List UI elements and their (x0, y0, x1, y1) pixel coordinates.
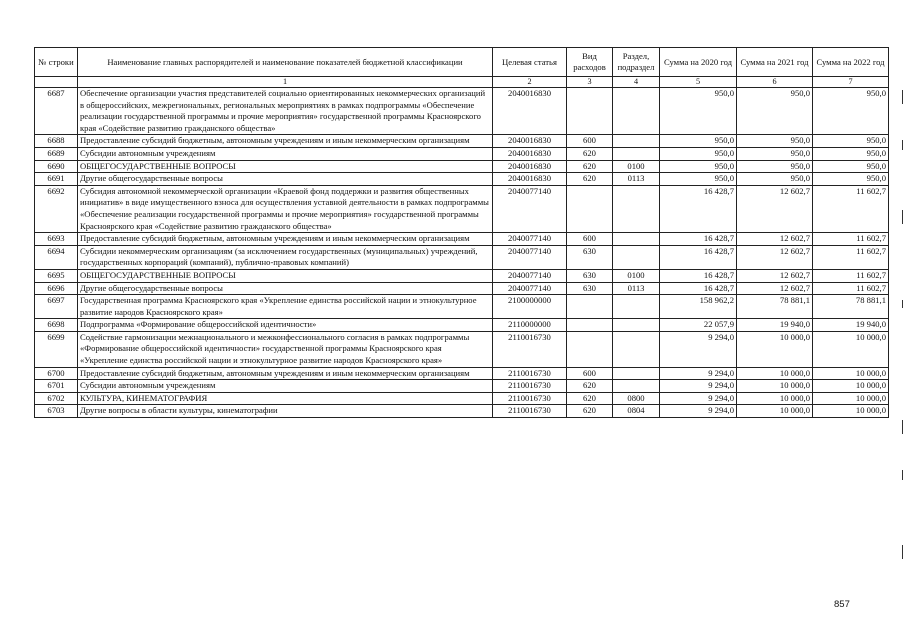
row-section-code (613, 147, 660, 160)
table-row (35, 331, 889, 367)
row-section-code (613, 380, 660, 393)
row-target-code: 2040077140 (493, 245, 567, 269)
row-expense-type: 600 (567, 233, 613, 246)
table-row (35, 295, 889, 319)
table-row (35, 380, 889, 393)
row-number: 6691 (35, 173, 78, 186)
row-section-code (613, 185, 660, 232)
row-number: 6695 (35, 269, 78, 282)
row-sum-2022: 950,0 (813, 135, 889, 148)
row-expense-type: 620 (567, 380, 613, 393)
row-target-code: 2110016730 (493, 367, 567, 380)
row-sum-2021: 950,0 (737, 160, 813, 173)
row-expense-type: 620 (567, 160, 613, 173)
row-number: 6699 (35, 331, 78, 367)
row-target-code: 2040016830 (493, 147, 567, 160)
row-sum-2022: 950,0 (813, 88, 889, 135)
row-name: Субсидия автономной некоммерческой организации «Краевой фонд поддержки и развития общественных инициатив» в виде имущественного взноса для осуществления уставной деятельности в рамках подпрограммы «Обеспечение реализации государственной программы и прочие мероприятия» государственной программы Красноярского края «Содействие развитию гражданского общества» (78, 185, 493, 232)
page-edge-mark (902, 140, 903, 150)
table-row (35, 245, 889, 269)
row-target-code: 2110016730 (493, 405, 567, 418)
table-row (35, 147, 889, 160)
row-sum-2022: 10 000,0 (813, 392, 889, 405)
row-expense-type: 620 (567, 405, 613, 418)
row-sum-2022: 19 940,0 (813, 319, 889, 332)
row-name: Предоставление субсидий бюджетным, автономным учреждениям и иным некоммерческим организациям (78, 367, 493, 380)
page-edge-mark (902, 300, 903, 308)
row-target-code: 2110000000 (493, 319, 567, 332)
column-number: 4 (613, 77, 660, 88)
table-row (35, 282, 889, 295)
row-sum-2020: 9 294,0 (660, 392, 737, 405)
row-sum-2021: 12 602,7 (737, 282, 813, 295)
row-number: 6689 (35, 147, 78, 160)
column-number: 7 (813, 77, 889, 88)
row-name: Предоставление субсидий бюджетным, автономным учреждениям и иным некоммерческим организациям (78, 233, 493, 246)
row-sum-2021: 12 602,7 (737, 269, 813, 282)
row-sum-2021: 10 000,0 (737, 380, 813, 393)
row-target-code: 2110016730 (493, 392, 567, 405)
row-section-code: 0800 (613, 392, 660, 405)
row-name: ОБЩЕГОСУДАРСТВЕННЫЕ ВОПРОСЫ (78, 269, 493, 282)
row-sum-2020: 950,0 (660, 147, 737, 160)
row-section-code: 0100 (613, 160, 660, 173)
page-edge-mark (902, 90, 903, 104)
row-sum-2020: 950,0 (660, 160, 737, 173)
row-expense-type: 630 (567, 282, 613, 295)
column-number: 3 (567, 77, 613, 88)
row-sum-2021: 19 940,0 (737, 319, 813, 332)
header-row-no: № строки (35, 48, 78, 77)
row-name: Подпрограмма «Формирование общероссийской идентичности» (78, 319, 493, 332)
row-expense-type: 620 (567, 173, 613, 186)
row-sum-2022: 950,0 (813, 160, 889, 173)
row-sum-2022: 11 602,7 (813, 245, 889, 269)
row-sum-2022: 10 000,0 (813, 380, 889, 393)
row-number: 6688 (35, 135, 78, 148)
row-name: Субсидии автономным учреждениям (78, 147, 493, 160)
row-name: Субсидии некоммерческим организациям (за исключением государственных (муниципальных) учреждений, государственных корпораций (компаний), публично-правовых компаний) (78, 245, 493, 269)
row-sum-2021: 10 000,0 (737, 331, 813, 367)
row-number: 6701 (35, 380, 78, 393)
row-sum-2020: 9 294,0 (660, 331, 737, 367)
row-expense-type: 630 (567, 245, 613, 269)
row-expense-type: 630 (567, 269, 613, 282)
row-sum-2021: 10 000,0 (737, 405, 813, 418)
row-sum-2021: 12 602,7 (737, 185, 813, 232)
row-section-code: 0100 (613, 269, 660, 282)
table-row (35, 160, 889, 173)
table-row (35, 319, 889, 332)
row-target-code: 2040016830 (493, 135, 567, 148)
row-target-code: 2040077140 (493, 269, 567, 282)
row-sum-2022: 11 602,7 (813, 269, 889, 282)
row-sum-2022: 10 000,0 (813, 367, 889, 380)
column-number: 5 (660, 77, 737, 88)
column-number-blank (35, 77, 78, 88)
row-number: 6696 (35, 282, 78, 295)
row-sum-2020: 158 962,2 (660, 295, 737, 319)
page-edge-mark (902, 470, 903, 480)
row-number: 6687 (35, 88, 78, 135)
row-target-code: 2040077140 (493, 185, 567, 232)
row-sum-2020: 16 428,7 (660, 185, 737, 232)
row-section-code: 0113 (613, 282, 660, 295)
row-sum-2022: 78 881,1 (813, 295, 889, 319)
row-sum-2020: 16 428,7 (660, 245, 737, 269)
table-row (35, 233, 889, 246)
table-row (35, 392, 889, 405)
header-sum-2022: Сумма на 2022 год (813, 48, 889, 77)
row-sum-2022: 11 602,7 (813, 282, 889, 295)
row-target-code: 2040077140 (493, 282, 567, 295)
row-target-code: 2040016830 (493, 88, 567, 135)
table-row (35, 135, 889, 148)
row-name: КУЛЬТУРА, КИНЕМАТОГРАФИЯ (78, 392, 493, 405)
row-number: 6690 (35, 160, 78, 173)
row-sum-2022: 950,0 (813, 147, 889, 160)
table-row (35, 367, 889, 380)
header-sum-2020: Сумма на 2020 год (660, 48, 737, 77)
row-sum-2020: 950,0 (660, 88, 737, 135)
column-number: 2 (493, 77, 567, 88)
row-section-code (613, 135, 660, 148)
budget-table (34, 47, 889, 418)
table-row (35, 269, 889, 282)
page-edge-mark (902, 420, 903, 434)
row-sum-2020: 9 294,0 (660, 380, 737, 393)
row-section-code (613, 331, 660, 367)
page-edge-mark (902, 545, 903, 559)
row-sum-2022: 950,0 (813, 173, 889, 186)
table-body (35, 88, 889, 418)
row-sum-2020: 9 294,0 (660, 405, 737, 418)
row-name: Предоставление субсидий бюджетным, автономным учреждениям и иным некоммерческим организациям (78, 135, 493, 148)
row-number: 6694 (35, 245, 78, 269)
page-number: 857 (834, 599, 850, 610)
row-target-code: 2100000000 (493, 295, 567, 319)
row-name: Государственная программа Красноярского края «Укрепление единства российской нации и этнокультурное развитие народов Красноярского края» (78, 295, 493, 319)
row-expense-type (567, 185, 613, 232)
row-name: ОБЩЕГОСУДАРСТВЕННЫЕ ВОПРОСЫ (78, 160, 493, 173)
row-expense-type: 620 (567, 392, 613, 405)
row-sum-2021: 10 000,0 (737, 392, 813, 405)
row-section-code: 0113 (613, 173, 660, 186)
table-row (35, 88, 889, 135)
row-sum-2021: 950,0 (737, 173, 813, 186)
row-sum-2021: 950,0 (737, 135, 813, 148)
header-target: Целевая статья (493, 48, 567, 77)
column-number-row (35, 77, 889, 88)
header-row (35, 48, 889, 77)
row-sum-2022: 10 000,0 (813, 405, 889, 418)
row-number: 6702 (35, 392, 78, 405)
row-expense-type: 600 (567, 367, 613, 380)
row-sum-2022: 10 000,0 (813, 331, 889, 367)
table-row (35, 173, 889, 186)
row-sum-2022: 11 602,7 (813, 233, 889, 246)
row-section-code (613, 295, 660, 319)
row-expense-type (567, 295, 613, 319)
header-name: Наименование главных распорядителей и наименование показателей бюджетной классификации (78, 48, 493, 77)
row-number: 6700 (35, 367, 78, 380)
row-target-code: 2040016830 (493, 160, 567, 173)
row-sum-2020: 16 428,7 (660, 233, 737, 246)
row-expense-type: 620 (567, 147, 613, 160)
header-section: Раздел, подраздел (613, 48, 660, 77)
row-number: 6697 (35, 295, 78, 319)
row-target-code: 2110016730 (493, 331, 567, 367)
row-expense-type: 600 (567, 135, 613, 148)
row-name: Субсидии автономным учреждениям (78, 380, 493, 393)
row-section-code: 0804 (613, 405, 660, 418)
row-sum-2021: 950,0 (737, 88, 813, 135)
row-sum-2020: 950,0 (660, 173, 737, 186)
row-sum-2021: 12 602,7 (737, 245, 813, 269)
table-row (35, 185, 889, 232)
row-name: Другие вопросы в области культуры, кинематографии (78, 405, 493, 418)
row-section-code (613, 88, 660, 135)
row-name: Обеспечение организации участия представителей социально ориентированных некоммерческих организаций в общероссийских, межрегиональных, региональных мероприятиях в рамках подпрограммы «Обеспечение реализации государственной программы и прочие мероприятия» государственной программы Красноярского края «Содействие развитию гражданского общества» (78, 88, 493, 135)
row-sum-2020: 16 428,7 (660, 269, 737, 282)
row-section-code (613, 233, 660, 246)
column-number: 6 (737, 77, 813, 88)
row-section-code (613, 367, 660, 380)
row-expense-type (567, 88, 613, 135)
row-name: Другие общегосударственные вопросы (78, 173, 493, 186)
row-sum-2022: 11 602,7 (813, 185, 889, 232)
row-number: 6698 (35, 319, 78, 332)
row-number: 6692 (35, 185, 78, 232)
row-sum-2020: 16 428,7 (660, 282, 737, 295)
row-sum-2020: 22 057,9 (660, 319, 737, 332)
budget-table-container (34, 47, 889, 418)
row-number: 6703 (35, 405, 78, 418)
row-section-code (613, 319, 660, 332)
row-target-code: 2110016730 (493, 380, 567, 393)
header-expense-type: Вид расходов (567, 48, 613, 77)
row-name: Содействие гармонизации межнационального и межконфессионального согласия в рамках подпрограммы «Формирование общероссийской идентичности» государственной программы Красноярского края «Укрепление единства российской нации и этнокультурное развитие народов Красноярского края» (78, 331, 493, 367)
row-target-code: 2040016830 (493, 173, 567, 186)
row-sum-2021: 950,0 (737, 147, 813, 160)
page-edge-mark (902, 210, 903, 224)
row-number: 6693 (35, 233, 78, 246)
row-sum-2020: 950,0 (660, 135, 737, 148)
row-sum-2021: 78 881,1 (737, 295, 813, 319)
row-sum-2021: 12 602,7 (737, 233, 813, 246)
table-row (35, 405, 889, 418)
row-target-code: 2040077140 (493, 233, 567, 246)
row-expense-type (567, 331, 613, 367)
row-section-code (613, 245, 660, 269)
row-expense-type (567, 319, 613, 332)
row-name: Другие общегосударственные вопросы (78, 282, 493, 295)
column-number: 1 (78, 77, 493, 88)
header-sum-2021: Сумма на 2021 год (737, 48, 813, 77)
row-sum-2021: 10 000,0 (737, 367, 813, 380)
row-sum-2020: 9 294,0 (660, 367, 737, 380)
